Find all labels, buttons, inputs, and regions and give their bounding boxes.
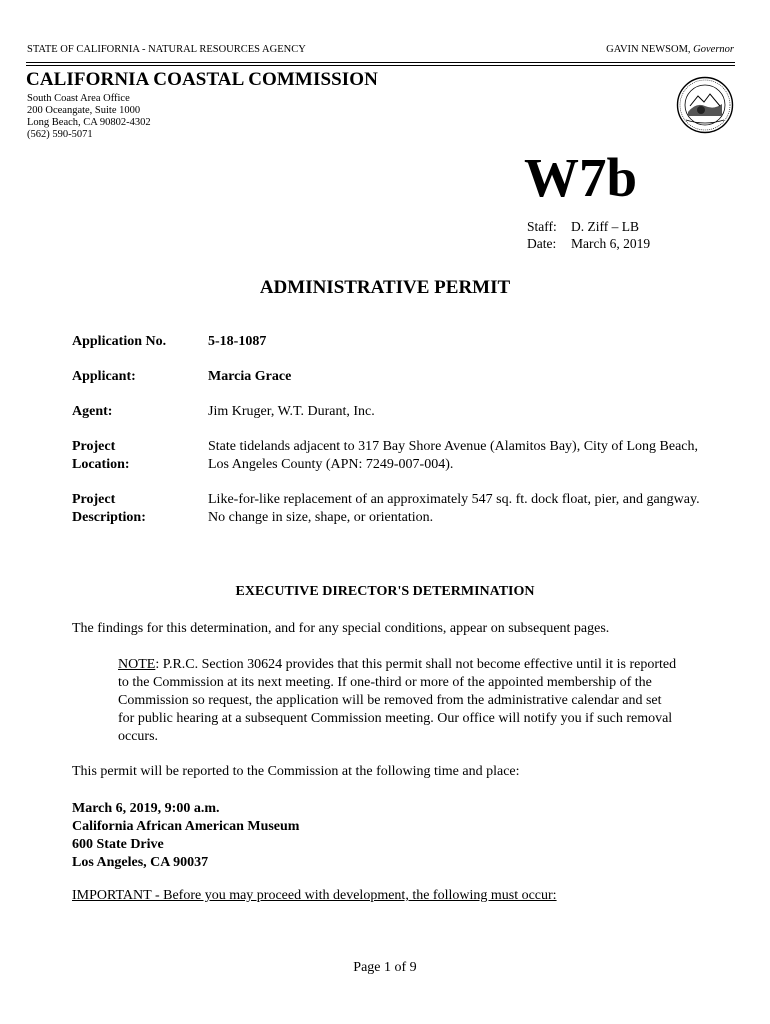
agency-header: STATE OF CALIFORNIA - NATURAL RESOURCES AGENCY: [27, 44, 306, 55]
field-application-no: [72, 333, 712, 351]
header-rule-bottom: [26, 65, 735, 66]
field-label-line: Project: [72, 439, 116, 454]
staff-label: Staff:: [527, 219, 557, 234]
date-row: [527, 235, 650, 252]
field-value: Marcia Grace: [208, 369, 292, 384]
field-label-line: Description:: [72, 510, 146, 525]
state-seal-icon: [676, 76, 734, 134]
meeting-line: March 6, 2019, 9:00 a.m.: [72, 801, 220, 816]
staff-row: [527, 218, 650, 235]
field-agent: [72, 403, 712, 421]
field-project-description: [72, 491, 712, 527]
date-label: Date:: [527, 236, 557, 251]
field-label: Application No.: [72, 334, 167, 349]
determination-heading: EXECUTIVE DIRECTOR'S DETERMINATION: [235, 584, 535, 599]
field-value: Like-for-like replacement of an approximately 547 sq. ft. dock float, pier, and gangway. No change in size, shape, or orientation.: [208, 492, 700, 525]
header-rule-top: [26, 62, 735, 63]
page-number: Page 1 of 9: [353, 960, 417, 975]
field-value: 5-18-1087: [208, 334, 267, 349]
staff-date-block: [527, 218, 650, 252]
office-line: 200 Oceangate, Suite 1000: [27, 105, 141, 116]
field-label: Applicant:: [72, 369, 136, 384]
permit-fields: [72, 333, 712, 544]
findings-text: The findings for this determination, and for any special conditions, appear on subsequent pages.: [72, 621, 610, 636]
field-label-line: Project: [72, 492, 116, 507]
report-text: This permit will be reported to the Commission at the following time and place:: [72, 764, 520, 779]
note-text: : P.R.C. Section 30624 provides that this permit shall not become effective until it is reported to the Commission at its next meeting. If one-third or more of the appointed membership of the Commission so request, the application will be removed from the administrative calendar and set for public hearing at a subsequent Commission meeting. Our office will notify you if such removal occurs.: [118, 657, 677, 744]
office-line: South Coast Area Office: [27, 93, 130, 104]
meeting-address: [72, 800, 299, 872]
note-label: NOTE: [118, 657, 156, 672]
field-value: State tidelands adjacent to 317 Bay Shore Avenue (Alamitos Bay), City of Long Beach, Los Angeles County (APN: 7249-007-004).: [208, 439, 699, 472]
field-value: Jim Kruger, W.T. Durant, Inc.: [208, 404, 375, 419]
meeting-line: California African American Museum: [72, 819, 300, 834]
governor-name: GAVIN NEWSOM,: [606, 44, 691, 55]
governor-title: Governor: [693, 44, 734, 55]
commission-name: CALIFORNIA COASTAL COMMISSION: [26, 69, 378, 90]
meeting-line: Los Angeles, CA 90037: [72, 855, 209, 870]
field-project-location: [72, 438, 712, 474]
staff-value: D. Ziff – LB: [571, 219, 639, 234]
field-label-line: Location:: [72, 457, 130, 472]
office-line: (562) 590-5071: [27, 129, 93, 140]
agenda-item-code: W7b: [524, 147, 638, 208]
date-value: March 6, 2019: [571, 236, 651, 251]
governor-header: [606, 44, 734, 55]
office-address: [27, 93, 151, 141]
important-notice: IMPORTANT - Before you may proceed with development, the following must occur:: [72, 888, 557, 903]
office-line: Long Beach, CA 90802-4302: [27, 117, 151, 128]
field-applicant: [72, 368, 712, 386]
field-label: [72, 438, 208, 474]
document-title: ADMINISTRATIVE PERMIT: [259, 277, 511, 298]
field-label: Agent:: [72, 404, 113, 419]
field-label: [72, 491, 208, 527]
note-paragraph: [118, 656, 678, 746]
meeting-line: 600 State Drive: [72, 837, 164, 852]
